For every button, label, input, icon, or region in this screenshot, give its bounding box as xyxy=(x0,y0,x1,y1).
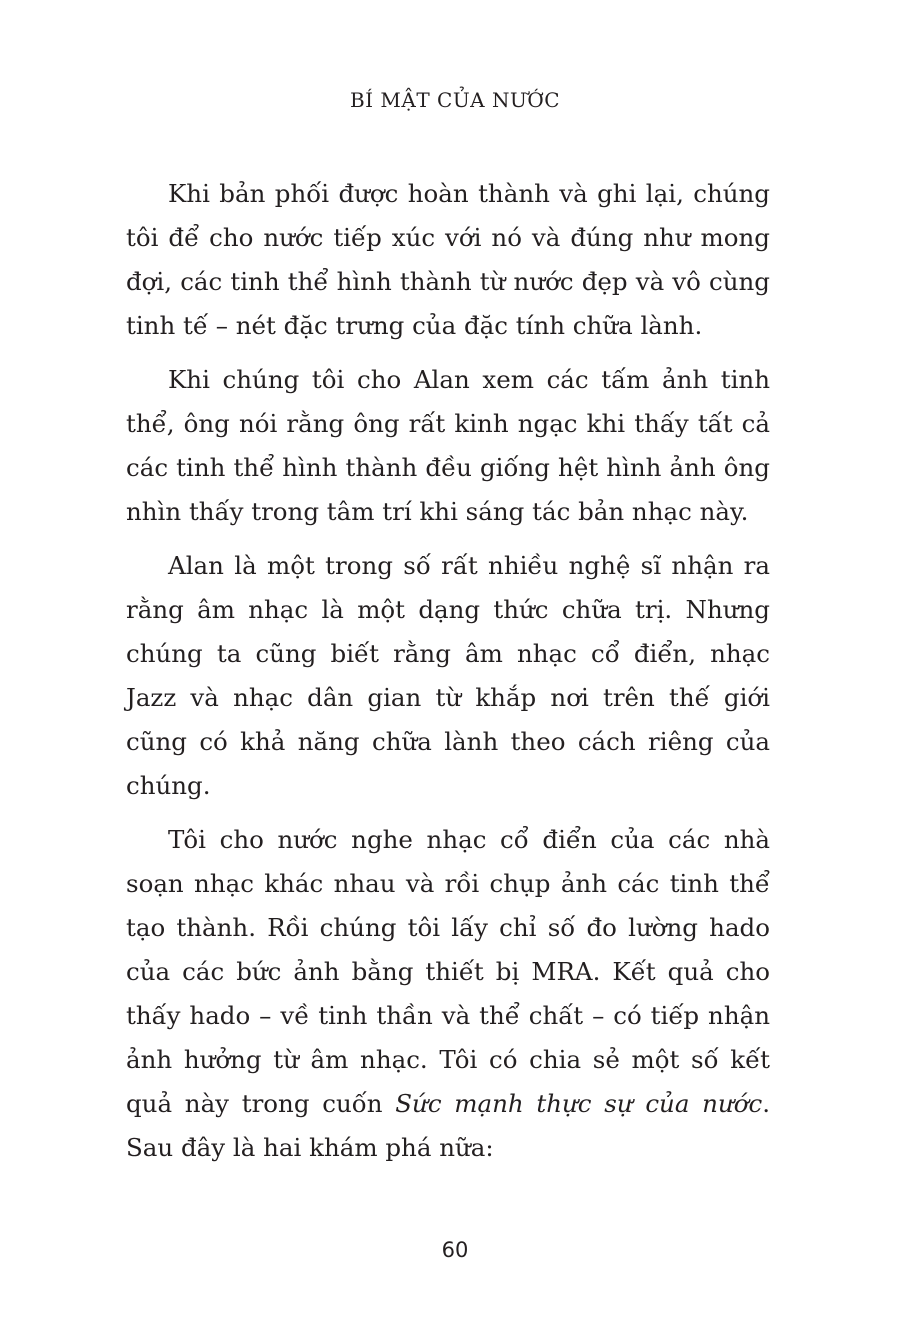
book-title: Sức mạnh thực sự của nước xyxy=(395,1089,763,1118)
paragraph-1: Khi bản phối được hoàn thành và ghi lại, chúng tôi để cho nước tiếp xúc với nó và đúng như mong đợi, các tinh thể hình thành từ nước đẹp và vô cùng tinh tế – nét đặc trưng của đặc tính chữa lành. xyxy=(126,179,770,340)
paragraph-3: Alan là một trong số rất nhiều nghệ sĩ nhận ra rằng âm nhạc là một dạng thức chữa trị. Nhưng chúng ta cũng biết rằng âm nhạc cổ điển, nhạc Jazz và nhạc dân gian từ khắp nơi trên thế giới cũng có khả năng chữa lành theo cách riêng của chúng. xyxy=(126,551,770,800)
paragraph-2: Khi chúng tôi cho Alan xem các tấm ảnh tinh thể, ông nói rằng ông rất kinh ngạc khi thấy tất cả các tinh thể hình thành đều giống hệt hình ảnh ông nhìn thấy trong tâm trí khi sáng tác bản nhạc này. xyxy=(126,365,770,526)
running-head: BÍ MẬT CỦA NƯỚC xyxy=(349,88,561,112)
paragraph-4-text-before: Tôi cho nước nghe nhạc cổ điển của các nhà soạn nhạc khác nhau và rồi chụp ảnh các tinh thể tạo thành. Rồi chúng tôi lấy chỉ số đo lường hado của các bức ảnh bằng thiết bị MRA. Kết quả cho thấy hado – về tinh thần và thể chất – có tiếp nhận ảnh hưởng từ âm nhạc. Tôi có chia sẻ một số kết quả này trong cuốn xyxy=(126,825,770,1118)
paragraph-4-text-after: . Sau đây là hai khám phá nữa: xyxy=(126,1089,770,1162)
paragraph-4 xyxy=(126,818,770,1170)
page-number: 60 xyxy=(441,1238,469,1262)
body-text xyxy=(126,172,770,1180)
